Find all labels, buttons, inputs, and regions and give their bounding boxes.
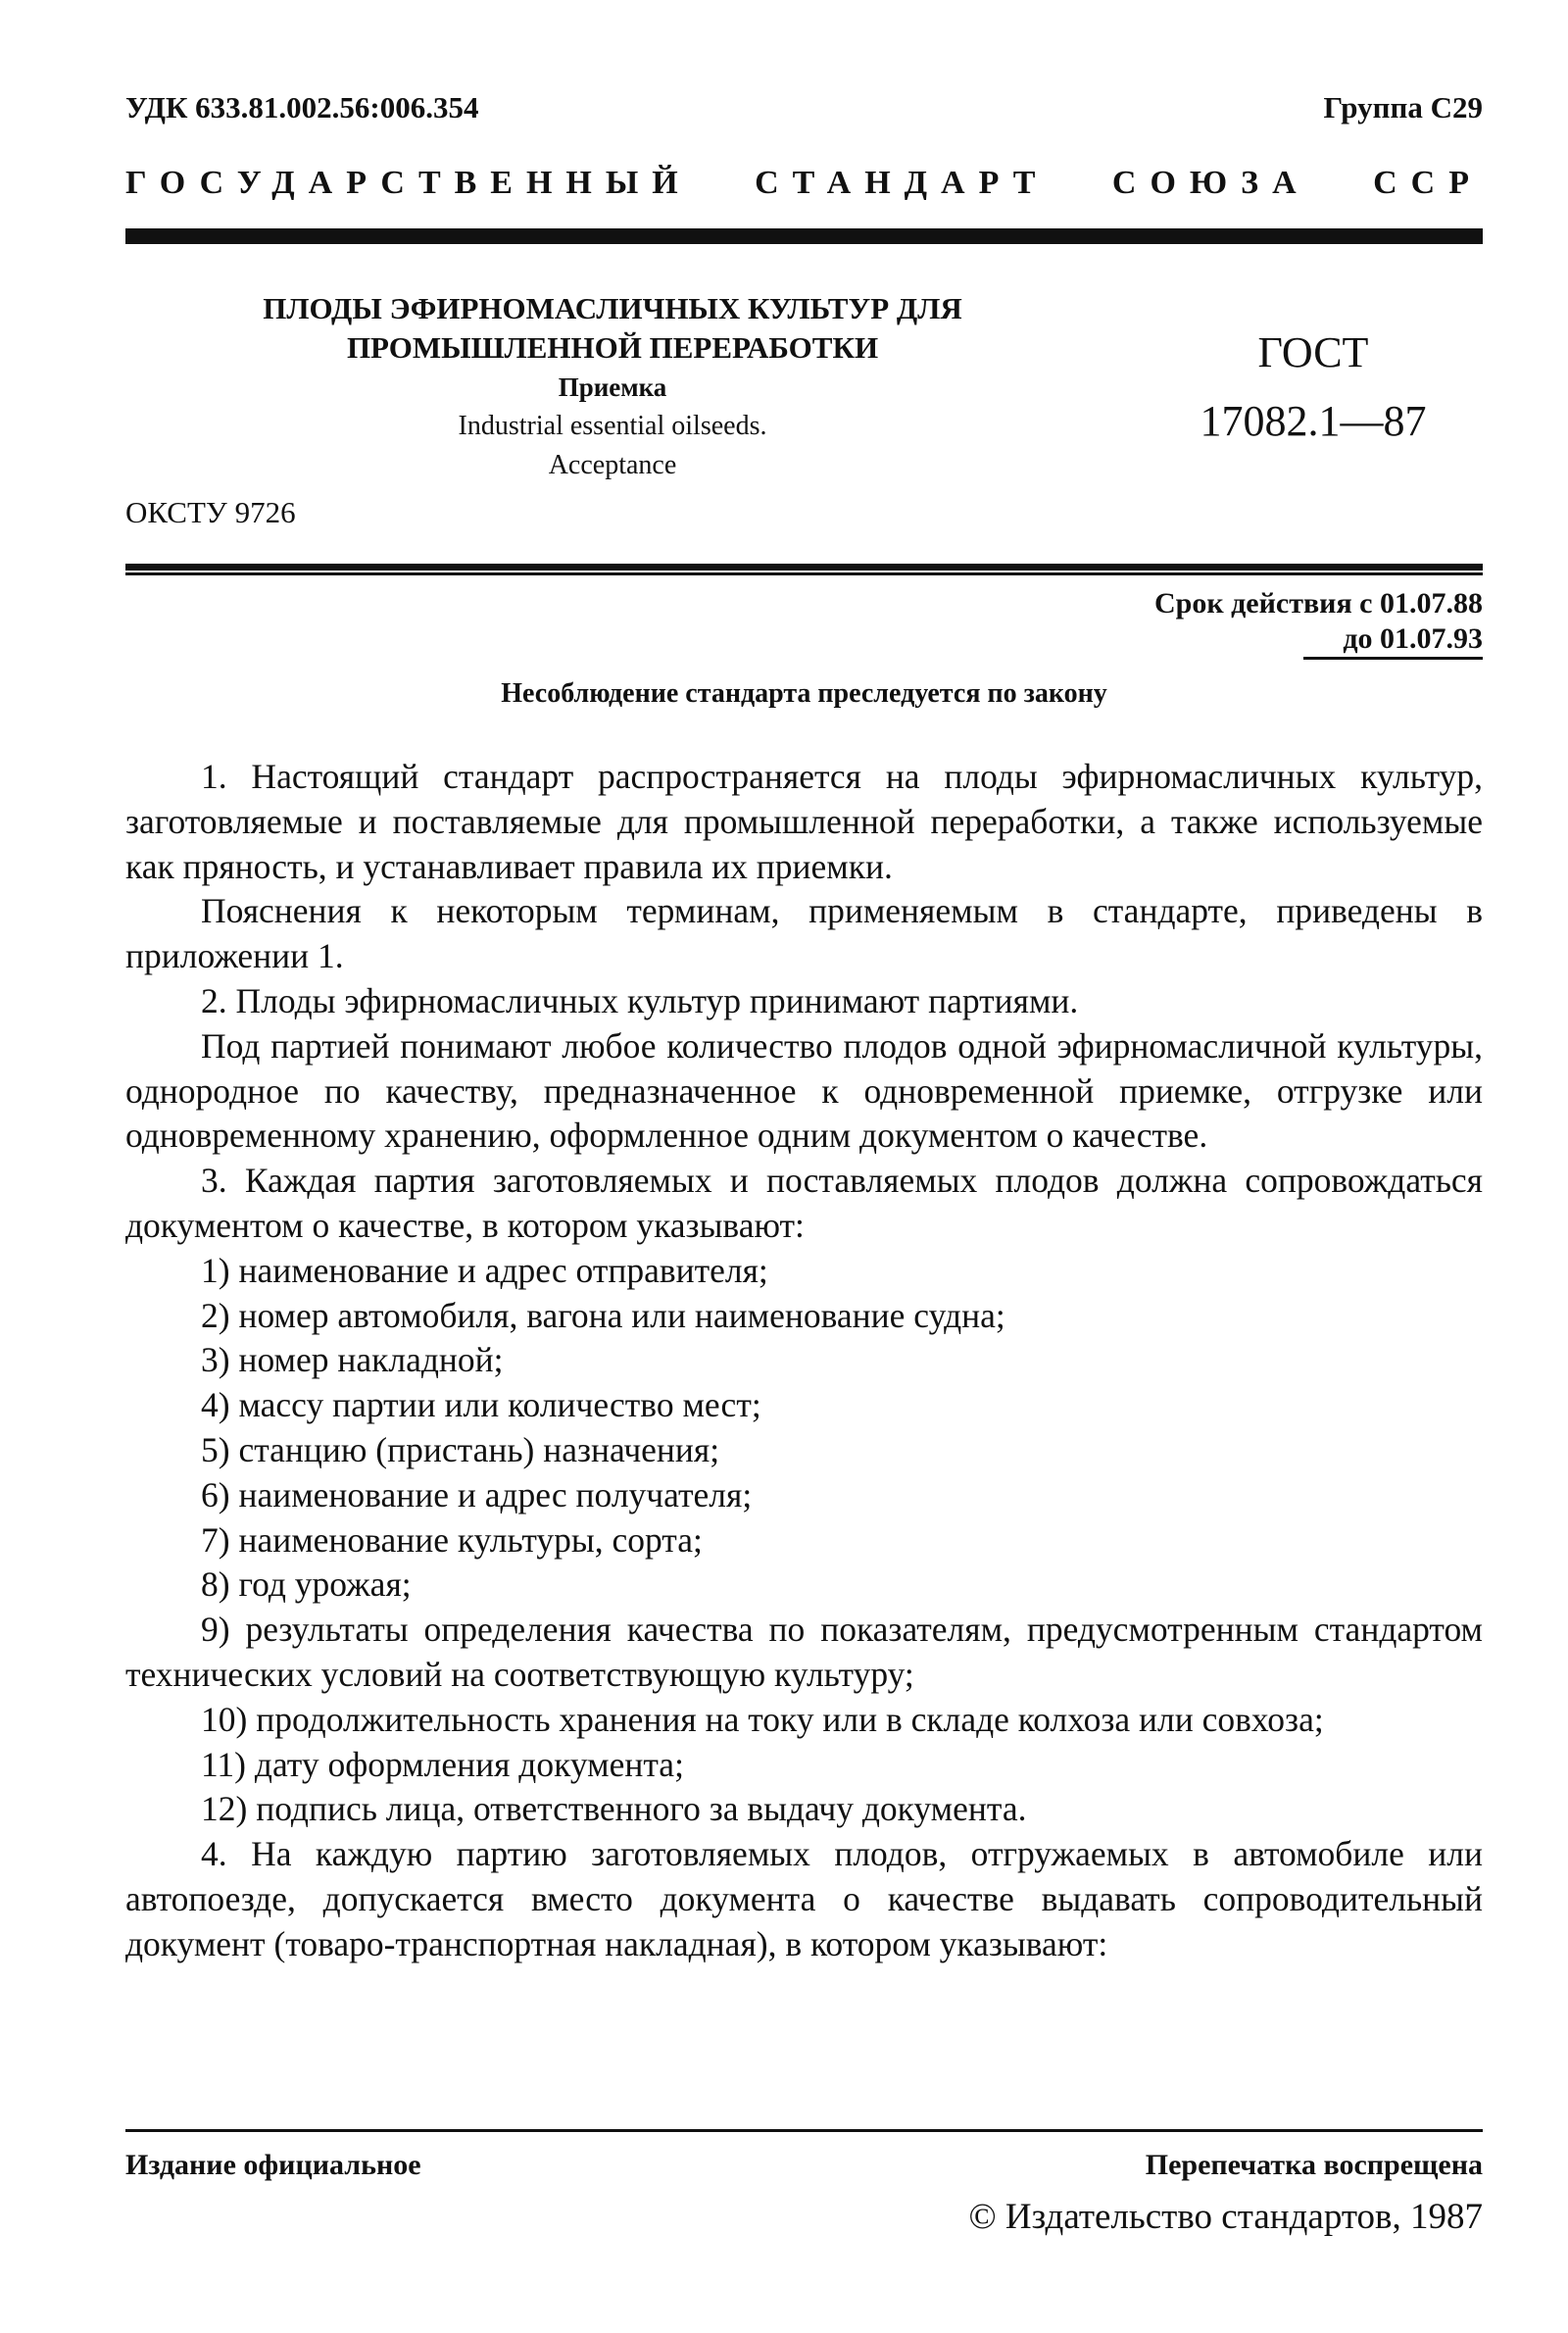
state-standard-word: СТАНДАРТ (755, 165, 1050, 201)
paragraph: 3. Каждая партия заготовляемых и поставляемых плодов должна сопровождаться документом о качестве, в котором указывают: (125, 1161, 1483, 1245)
list-item: 8) год урожая; (201, 1564, 412, 1605)
state-standard-word: ССР (1373, 165, 1483, 201)
list-item: 3) номер накладной; (201, 1340, 504, 1380)
state-standard-heading (125, 165, 1483, 202)
okstu-code: ОКСТУ 9726 (125, 495, 296, 529)
list-item: 5) станцию (пристань) назначения; (201, 1429, 720, 1469)
title-line-2: ПРОМЫШЛЕННОЙ ПЕРЕРАБОТКИ (346, 330, 879, 365)
gost-designation (1166, 319, 1460, 456)
title-english-1: Industrial essential oilseeds. (458, 411, 767, 441)
validity-period (1154, 586, 1483, 660)
gost-label: ГОСТ (1257, 328, 1369, 376)
list-item: 12) подпись лица, ответственного за выдачу документа. (201, 1789, 1027, 1829)
list-item: 11) дату оформления документа; (201, 1744, 684, 1784)
list-item: 1) наименование и адрес отправителя; (201, 1250, 768, 1290)
group-code: Группа С29 (1323, 90, 1483, 124)
state-standard-word: ГОСУДАРСТВЕННЫЙ (125, 165, 692, 201)
state-standard-word: СОЮЗА (1111, 165, 1310, 201)
document-body (125, 755, 1483, 1967)
list-item: 2) номер автомобиля, вагона или наименование судна; (201, 1295, 1005, 1335)
paragraph: 4. На каждую партию заготовляемых плодов, отгружаемых в автомобиле или автопоезде, допускается вместо документа о качестве выдавать сопроводительный документ (товаро-транспортная накладная), в котором указывают: (125, 1834, 1483, 1963)
copyright-note: © Издательство стандартов, 1987 (968, 2197, 1483, 2237)
udk-code: УДК 633.81.002.56:006.354 (125, 90, 479, 124)
title-rule (125, 564, 1483, 575)
title-subtitle: Приемка (558, 372, 667, 402)
list-item: 6) наименование и адрес получателя; (201, 1474, 753, 1514)
header-rule (125, 228, 1483, 244)
title-line-1: ПЛОДЫ ЭФИРНОМАСЛИЧНЫХ КУЛЬТУР ДЛЯ (263, 291, 962, 325)
footer-rule (125, 2129, 1483, 2132)
document-title (196, 289, 1029, 485)
list-item: 7) наименование культуры, сорта; (201, 1519, 703, 1560)
list-item: 9) результаты определения качества по показателям, предусмотренным стандартом технических условий на соответствующую культуру; (125, 1610, 1483, 1694)
title-english-2: Acceptance (548, 450, 677, 480)
reprint-note: Перепечатка воспрещена (1145, 2149, 1483, 2181)
edition-note: Издание официальное (125, 2149, 421, 2181)
list-item: 4) массу партии или количество мест; (201, 1385, 761, 1425)
legal-notice: Несоблюдение стандарта преследуется по закону (501, 678, 1107, 709)
paragraph: Под партией понимают любое количество плодов одной эфирномасличной культуры, однородное по качеству, предназначенное к одновременной приемке, отгрузке или одновременному хранению, оформленное одним документом о качестве. (125, 1025, 1483, 1156)
list-item: 10) продолжительность хранения на току или в складе колхоза или совхоза; (201, 1699, 1324, 1739)
validity-from: Срок действия с 01.07.88 (1154, 587, 1483, 620)
paragraph: Пояснения к некоторым терминам, применяемым в стандарте, приведены в приложении 1. (125, 891, 1483, 976)
paragraph: 1. Настоящий стандарт распространяется на плоды эфирномасличных культур, заготовляемые и поставляемые для промышленной переработки, а также используемые как пряность, и устанавливает правила их приемки. (125, 757, 1483, 886)
paragraph: 2. Плоды эфирномасличных культур принимают партиями. (201, 980, 1079, 1020)
validity-to: до 01.07.93 (1303, 621, 1483, 660)
gost-number: 17082.1—87 (1200, 397, 1427, 445)
